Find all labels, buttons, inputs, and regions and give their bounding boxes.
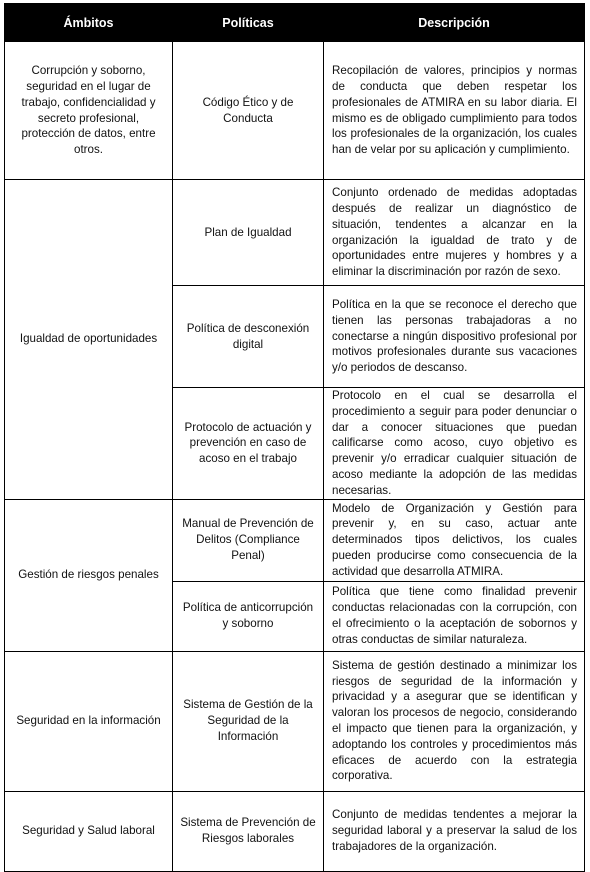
descripcion-cell: Modelo de Organización y Gestión para prevenir y, en su caso, actuar ante determinados tipos delictivos, los cuales pueden producirse como consecuencia de la actividad que desarrolla ATMIRA.: [324, 499, 585, 581]
politica-cell: Política de desconexión digital: [173, 286, 324, 388]
politica-cell: Política de anticorrupción y soborno: [173, 581, 324, 651]
ambito-cell: Corrupción y soborno, seguridad en el lugar de trabajo, confidencialidad y secreto profesional, protección de datos, entre otros.: [5, 42, 173, 180]
descripcion-cell: Conjunto de medidas tendentes a mejorar la seguridad laboral y a preservar la salud de los trabajadores de la organización.: [324, 791, 585, 871]
table-row: [5, 791, 585, 871]
ambito-cell: Igualdad de oportunidades: [5, 180, 173, 500]
ambito-cell: Seguridad y Salud laboral: [5, 791, 173, 871]
header-descripcion: Descripción: [324, 4, 585, 42]
politica-cell: Protocolo de actuación y prevención en caso de acoso en el trabajo: [173, 388, 324, 500]
descripcion-cell: Recopilación de valores, principios y normas de conducta que deben respetar los profesionales de ATMIRA en su labor diaria. El mismo es de obligado cumplimiento para todos los profesionales de la organización, los cuales han de velar por su aplicación y cumplimiento.: [324, 42, 585, 180]
header-row: [5, 4, 585, 42]
politica-cell: Código Ético y de Conducta: [173, 42, 324, 180]
politica-cell: Plan de Igualdad: [173, 180, 324, 286]
descripcion-cell: Sistema de gestión destinado a minimizar los riesgos de seguridad de la información y privacidad y a asegurar que se identifican y valoran los procesos de negocio, considerando el impacto que tienen para la organización, y adoptando los controles y procedimientos más eficaces de acuerdo con la estrategia corporativa.: [324, 651, 585, 791]
header-politicas: Políticas: [173, 4, 324, 42]
descripcion-cell: Política que tiene como finalidad prevenir conductas relacionadas con la corrupción, con el ofrecimiento o la aceptación de sobornos y otras conductas de similar naturaleza.: [324, 581, 585, 651]
politica-cell: Manual de Prevención de Delitos (Compliance Penal): [173, 499, 324, 581]
descripcion-cell: Conjunto ordenado de medidas adoptadas después de realizar un diagnóstico de situación, tendentes a alcanzar en la organización la igualdad de trato y de oportunidades entre mujeres y hombres y a eliminar la discriminación por razón de sexo.: [324, 180, 585, 286]
table-row: [5, 651, 585, 791]
table-row: [5, 499, 585, 581]
header-ambitos: Ámbitos: [5, 4, 173, 42]
ambito-cell: Gestión de riesgos penales: [5, 499, 173, 651]
descripcion-cell: Política en la que se reconoce el derecho que tienen las personas trabajadoras a no conectarse a ningún dispositivo profesional por motivos profesionales durante sus vacaciones y/o periodos de descanso.: [324, 286, 585, 388]
ambito-cell: Seguridad en la información: [5, 651, 173, 791]
table-row: [5, 42, 585, 180]
politica-cell: Sistema de Prevención de Riesgos laborales: [173, 791, 324, 871]
politica-cell: Sistema de Gestión de la Seguridad de la Información: [173, 651, 324, 791]
policies-table: [4, 3, 585, 872]
descripcion-cell: Protocolo en el cual se desarrolla el procedimiento a seguir para poder denunciar o dar a conocer situaciones que puedan calificarse como acoso, cuyo objetivo es prevenir y/o erradicar cualquier situación de acoso mediante la adopción de las medidas necesarias.: [324, 388, 585, 500]
table-row: [5, 180, 585, 286]
